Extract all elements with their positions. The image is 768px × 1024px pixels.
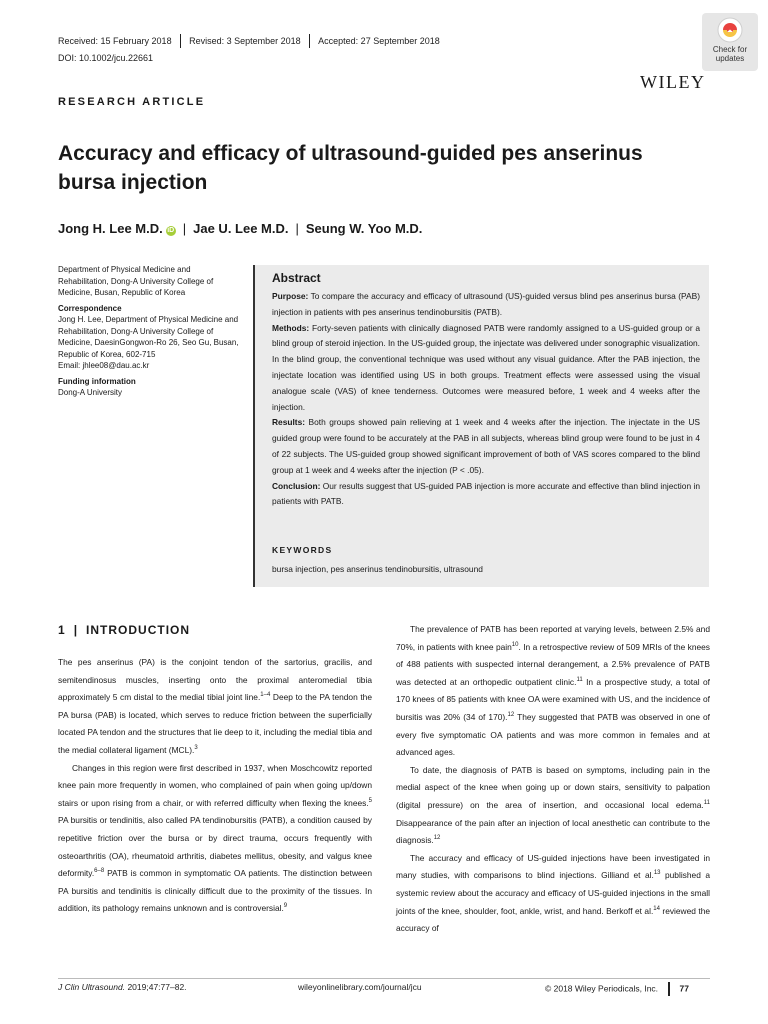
citation-ref[interactable]: 13 [653,870,661,877]
received-date: Received: 15 February 2018 [58,36,172,46]
footer-divider [58,978,710,979]
paragraph [58,760,372,918]
paragraph [396,621,710,762]
author-separator: | [182,221,187,236]
citation-ref[interactable]: 10 [511,641,519,648]
paragraph [396,762,710,850]
paragraph [396,850,710,938]
text-run: The prevalence of PATB has been reported at varying levels, between 2.5% and 70%, in patients with knee pain [396,624,710,652]
title-line-2: bursa injection [58,171,208,194]
revised-date: Revised: 3 September 2018 [189,36,301,46]
abstract-heading: Abstract [272,271,321,285]
text-run: published a systemic review about the accuracy and efficacy of US-guided injections in the small joints of the knee, shoulder, foot, ankle, wrist, and hand. Berkoff et al. [396,870,710,916]
section-number: 1 [58,623,66,637]
correspondence-text: Jong H. Lee, Department of Physical Medicine and Rehabilitation, Dong-A University College of Medicine, DaesinGongwon-Ro 26, Seo Gu, Busan, Republic of Korea, 602-715 [58,315,239,359]
text-run: PATB is common in symptomatic OA patients. The distinction between PA bursitis and tendinitis is clinically difficult due to the proximity of the tissues. In addition, its pathology remains unknown and is controversial. [58,868,372,914]
author-name[interactable]: Seung W. Yoo M.D. [305,221,423,236]
citation-ref[interactable]: 3 [194,745,198,752]
journal-citation: 2019;47:77–82. [125,982,187,992]
author-separator: | [295,221,299,236]
divider [668,982,670,996]
citation-ref[interactable]: 1–4 [260,692,271,699]
text-run: In a prospective study, a total of 170 knees of 85 patients with knee OA were examined with US, and the incidence of bursitis was 20% (34 of 170). [396,676,711,722]
article-history [58,34,440,48]
left-text-column [58,654,372,918]
copyright-text: © 2018 Wiley Periodicals, Inc. [545,983,659,994]
purpose-text: To compare the accuracy and efficacy of ultrasound (US)-guided versus blind pes anserinus bursa (PAB) injection in patients with pes anserinus tendinobursitis (PATB). [272,291,700,317]
text-run: The accuracy and efficacy of US-guided injections have been investigated in many studies, with comparisons to blind injections. Gilliand et al. [396,852,710,881]
right-text-column [396,621,710,938]
doi[interactable]: DOI: 10.1002/jcu.22661 [58,53,154,63]
abstract-body [272,289,700,510]
text-run: The pes anserinus (PA) is the conjoint tendon of the sartorius, gracilis, and semitendinosus muscles, inserting onto the proximal anteromedial tibia approximately 5 cm distal to the medial tibial joint line. [58,657,372,703]
footer-url[interactable]: wileyonlinelibrary.com/journal/jcu [298,982,422,992]
author-name[interactable]: Jae U. Lee M.D. [193,221,289,236]
divider [180,34,182,48]
citation-ref[interactable]: 12 [507,712,515,719]
article-type: RESEARCH ARTICLE [58,96,206,108]
author-list [58,221,422,236]
text-run: They suggested that PATB was observed in one of every five symptomatic OA patients and was more common in females and at advanced ages. [396,711,710,758]
correspondence-email[interactable]: Email: jhlee08@dau.ac.kr [58,361,150,370]
section-heading [58,623,190,637]
conclusion-label: Conclusion: [272,480,321,491]
text-run: PA bursitis or tendinitis, also called PA tendinobursitis (PATB), a condition caused by repetitive friction over the bursa or by direct trauma, occurs frequently with osteoarthritis (OA), rheumatoid arthritis, diabetes mellitus, obesity, and valgus knee deformity. [58,815,372,879]
divider [309,34,311,48]
journal-name: J Clin Ultrasound. [58,982,126,992]
conclusion-text: Our results suggest that US-guided PAB injection is more accurate and effective than blind injection in patients with PATB. [272,480,700,507]
author-info-sidebar [58,264,243,399]
text-run: . In a retrospective review of 509 MRIs of the knees of 488 patients with suspected internal derangement, a 2.5% prevalence of PATB was detected at an orthopedic outpatient clinic. [396,641,710,687]
funding-text: Dong-A University [58,388,123,397]
results-text: Both groups showed pain relieving at 1 week and 4 weeks after the injection. The injectate in the US guided group were found to be accurately at the PAB in all subjects, whereas blind group were found to be just in 4 of 22 subjects. The US-guided group showed significant improvement of both of VAS scores compared to the blind group at 1 week and 4 weeks after the injection (P < .05). [272,417,701,475]
abstract-panel [253,265,709,587]
accepted-date: Accepted: 27 September 2018 [318,36,440,46]
keywords-list: bursa injection, pes anserinus tendinobursitis, ultrasound [272,564,483,574]
check-for-updates-button[interactable] [702,13,758,71]
section-separator: | [73,623,79,637]
text-run: Changes in this region were first described in 1937, when Moschcowitz reported knee pain more frequently in women, who complained of pain when going up/down stairs or upon rising from a chair, or with referred difficulty when flexing the knees. [58,762,372,808]
citation-ref[interactable]: 11 [576,676,583,683]
page-number: 77 [679,983,690,994]
check-label-line1: Check for [712,45,748,54]
crossmark-icon [717,17,743,43]
citation-ref[interactable]: 9 [283,903,288,910]
author-name[interactable]: Jong H. Lee M.D. [58,221,163,236]
paragraph [58,654,372,760]
citation-ref[interactable]: 5 [368,797,372,804]
text-run: reviewed the accuracy of [396,905,711,934]
text-run: Disappearance of the pain after an injection of local anesthetic can contribute to the diagnosis. [396,817,710,846]
keywords-heading: KEYWORDS [272,545,333,555]
funding-heading: Funding information [58,376,136,386]
orcid-icon[interactable]: iD [167,227,175,234]
section-title: INTRODUCTION [86,623,191,637]
methods-text: Forty-seven patients with clinically diagnosed PATB were randomly assigned to a US-guided group or a blind group of steroid injection. In the US-guided group, the injectate was delivered under sonographic visualization. In the blind group, the conventional technique was used without any visual guidance. After the PAB injection, the injectate location was identified using US in both groups. Treatment effects were assessed using the visual analogue scale (VAS) of knee tenderness. Outcomes were measured before, 1 week and 4 weeks after the injection. [272,322,700,412]
citation-ref[interactable]: 6–8 [94,868,105,875]
publisher-logo: WILEY [640,72,706,92]
check-label-line2: updates [715,54,745,63]
citation-ref[interactable]: 14 [653,905,660,912]
text-run: Deep to the PA tendon the PA bursa (PAB) is located, which serves to reduce friction between the superficially located PA tendon and the structures that lie deep to it, including the medial tibia and the medial collateral ligament (MCL). [58,692,372,755]
footer-citation [58,982,187,992]
methods-label: Methods: [272,322,310,333]
citation-ref[interactable]: 11 [703,800,710,807]
footer-copyright [545,982,689,996]
affiliation: Department of Physical Medicine and Rehabilitation, Dong-A University College of Medicine, Busan, Republic of Korea [58,265,214,297]
article-title [58,139,698,197]
text-run: To date, the diagnosis of PATB is based on symptoms, including pain in the medial aspect of the knee when going up or down stairs, sensitivity to palpation (digital pressure) on the area of insertion, and occasional local edema. [396,764,710,810]
purpose-label: Purpose: [272,291,309,301]
correspondence-heading: Correspondence [58,303,122,313]
title-line-1: Accuracy and efficacy of ultrasound-guided pes anserinus [58,142,643,165]
citation-ref[interactable]: 12 [433,835,441,842]
results-label: Results: [272,417,306,428]
